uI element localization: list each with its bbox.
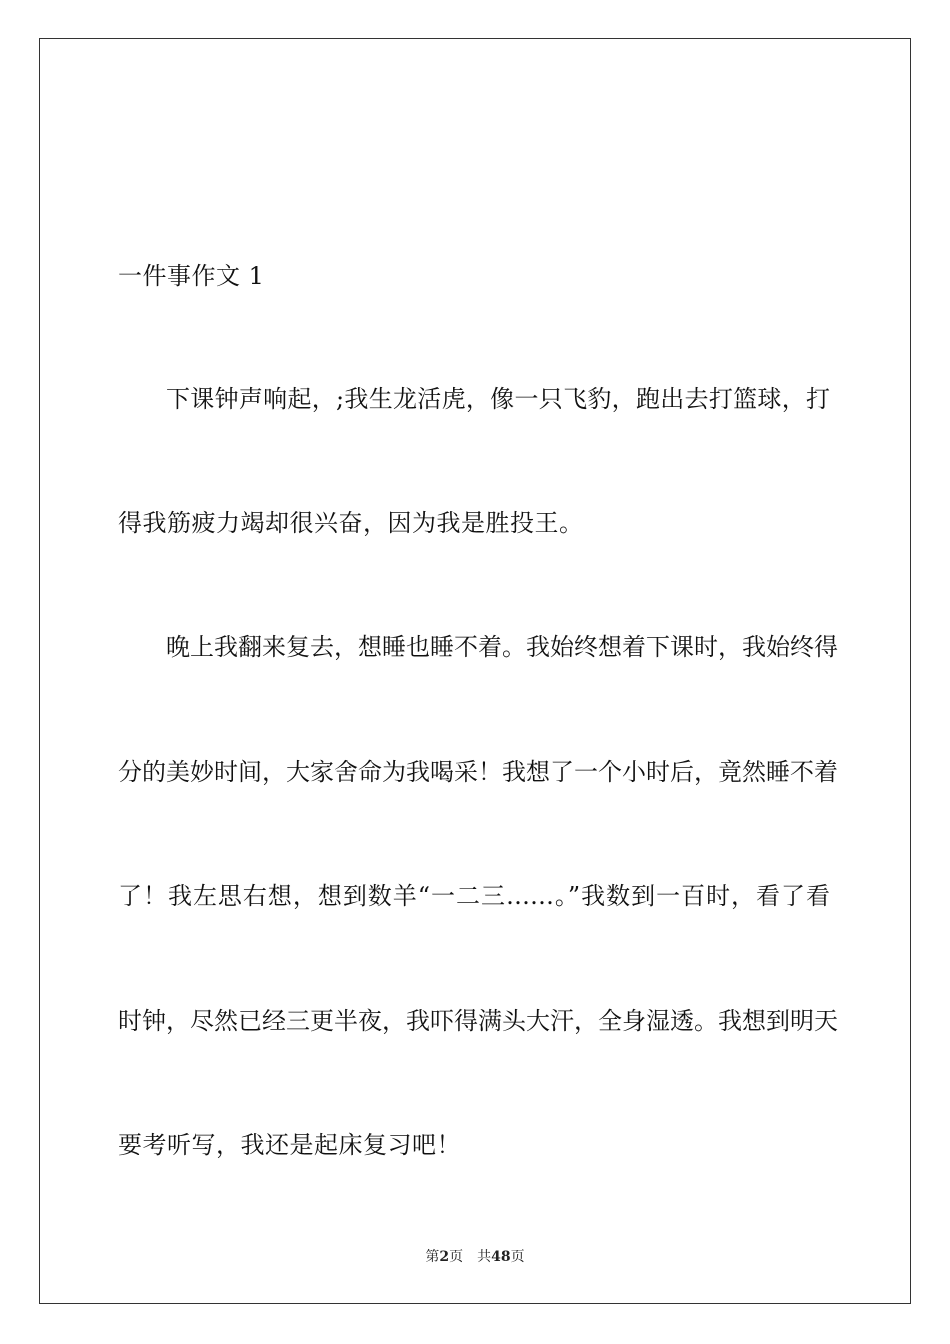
paragraph-2-line-4: 时钟，尽然已经三更半夜，我吓得满头大汗，全身湿透。我想到明天 (118, 1007, 838, 1035)
paragraph-2-line-5: 要考听写，我还是起床复习吧！ (118, 1131, 461, 1159)
paragraph-2-line-3: 了！我左思右想，想到数羊“一二三……。”我数到一百时，看了看 (118, 882, 830, 910)
paragraph-2-line-2: 分的美妙时间，大家舍命为我喝采！我想了一个小时后，竟然睡不着 (118, 758, 838, 786)
page-footer (0, 1248, 950, 1266)
footer-total-suffix: 页 (510, 1249, 525, 1265)
footer-page-suffix: 页 (449, 1249, 464, 1265)
paragraph-2-line-1: 晚上我翻来复去，想睡也睡不着。我始终想着下课时，我始终得 (166, 633, 838, 661)
document-title: 一件事作文 1 (118, 262, 265, 290)
footer-total-pages: 48 (491, 1249, 511, 1265)
paragraph-1-line-2: 得我筋疲力竭却很兴奋，因为我是胜投王。 (118, 509, 584, 537)
page-frame (39, 38, 911, 1304)
footer-page-number: 2 (439, 1249, 450, 1265)
footer-total-prefix: 共 (477, 1249, 492, 1265)
paragraph-1-line-1: 下课钟声响起，;我生龙活虎，像一只飞豹，跑出去打篮球，打 (166, 385, 830, 413)
footer-page-prefix: 第 (425, 1249, 440, 1265)
